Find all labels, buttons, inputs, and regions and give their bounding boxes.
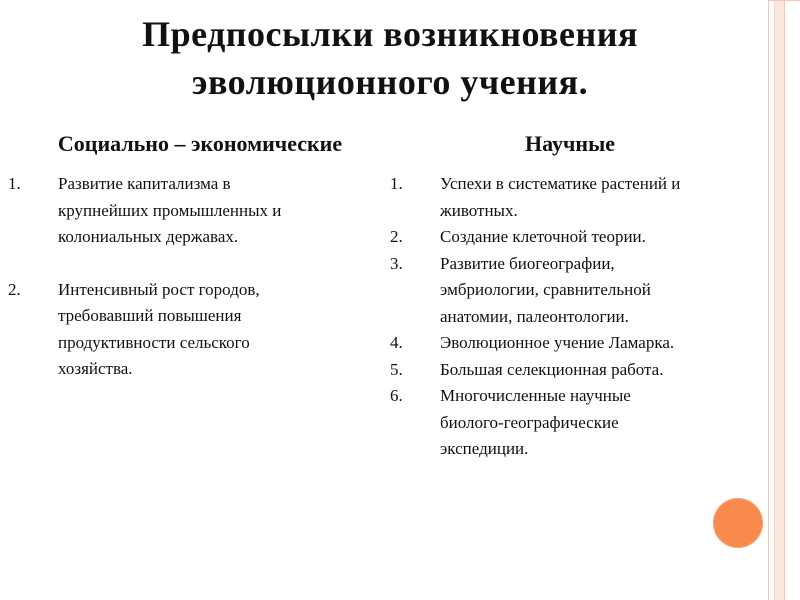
- item-line: Многочисленные научные: [440, 386, 631, 405]
- right-list: [390, 171, 760, 463]
- frame-top-line: [768, 0, 800, 1]
- item-line: экспедиции.: [440, 439, 529, 458]
- item-number: 4.: [390, 333, 403, 352]
- list-item: [8, 277, 368, 383]
- item-line: анатомии, палеонтологии.: [440, 306, 629, 326]
- item-line: требовавший повышения: [58, 306, 242, 325]
- item-number: 1.: [390, 174, 403, 193]
- item-line: Большая селекционная работа.: [440, 359, 664, 379]
- decorative-circle: [713, 498, 763, 548]
- item-line: Интенсивный рост городов,: [58, 279, 260, 299]
- frame-decoration-fill: [775, 0, 784, 600]
- list-item: [390, 251, 760, 331]
- list-item: [390, 171, 760, 224]
- title-line-1: Предпосылки возникновения: [142, 14, 638, 54]
- list-item: [390, 224, 760, 251]
- item-line: хозяйства.: [58, 359, 133, 378]
- list-item: [390, 357, 760, 384]
- frame-line: [784, 0, 785, 600]
- title-line-2: эволюционного учения.: [191, 62, 589, 102]
- item-number: 6.: [390, 386, 403, 405]
- left-column-heading: Социально – экономические: [57, 131, 343, 156]
- item-line: Развитие капитализма в: [58, 174, 231, 193]
- item-line: биолого-географические: [440, 412, 619, 432]
- item-line: Успехи в систематике растений и: [440, 174, 681, 193]
- item-line: крупнейших промышленных и: [58, 200, 282, 220]
- item-number: 2.: [8, 279, 21, 299]
- item-line: Развитие биогеографии,: [440, 253, 615, 273]
- item-line: колониальных державах.: [58, 227, 239, 246]
- frame-line: [768, 0, 769, 600]
- list-item: [8, 171, 368, 251]
- slide-title: [60, 10, 720, 106]
- frame-line: [774, 0, 775, 600]
- right-column-heading: Научные: [524, 131, 616, 156]
- item-line: продуктивности сельского: [58, 332, 250, 352]
- list-item: [390, 383, 760, 463]
- item-number: 2.: [390, 227, 403, 246]
- list-item: [390, 330, 760, 357]
- item-line: Эволюционное учение Ламарка.: [440, 333, 675, 352]
- item-line: эмбриологии, сравнительной: [440, 280, 651, 299]
- item-number: 3.: [390, 253, 403, 273]
- item-number: 1.: [8, 174, 21, 193]
- item-line: животных.: [440, 200, 518, 220]
- left-list: [8, 171, 368, 409]
- item-line: Создание клеточной теории.: [440, 227, 646, 246]
- item-number: 5.: [390, 359, 403, 379]
